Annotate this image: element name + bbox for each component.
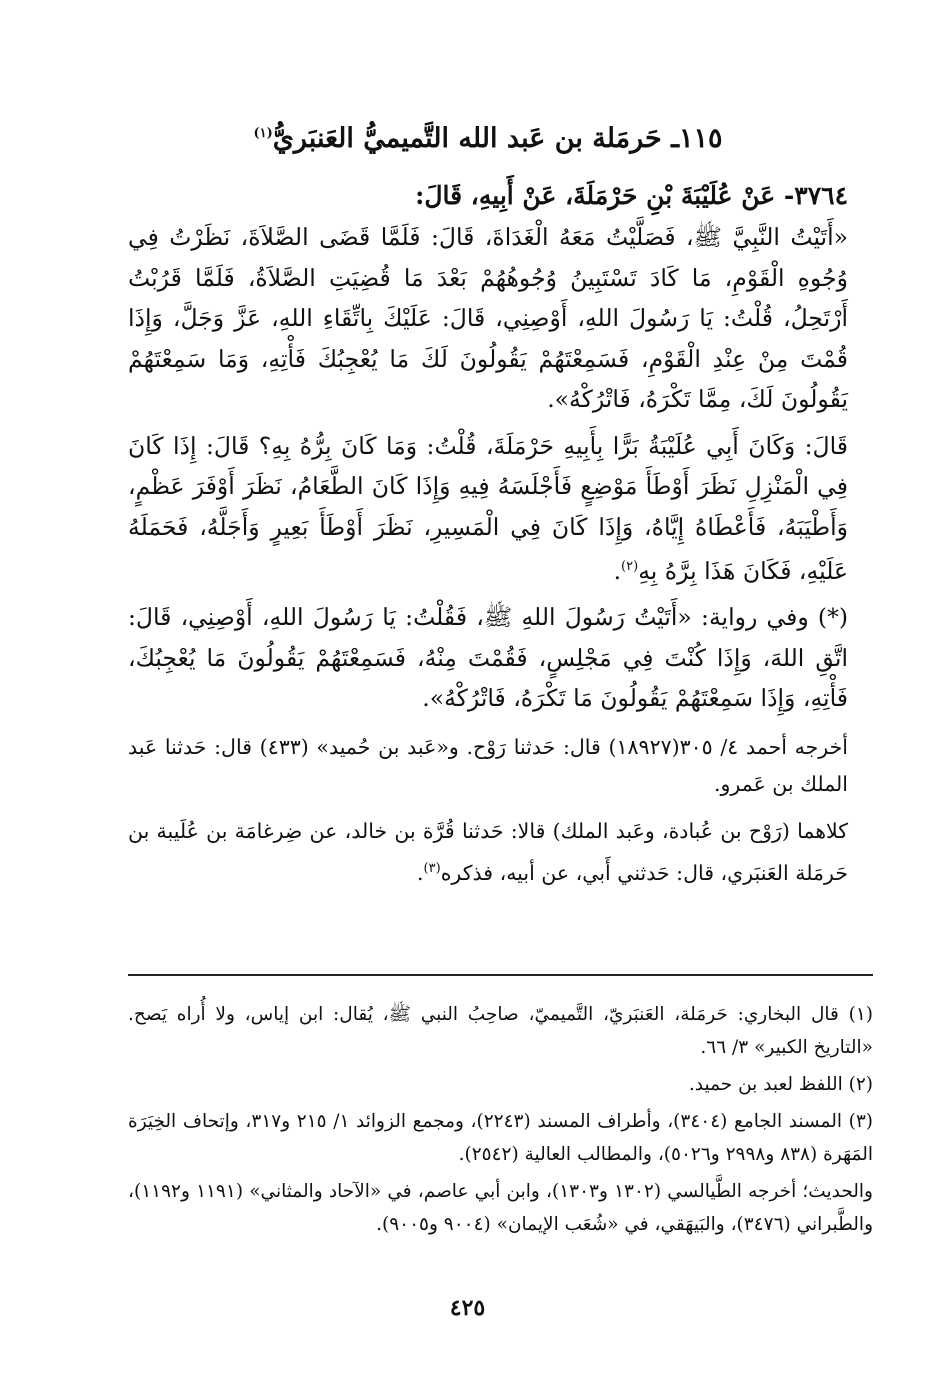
- takhrij-2-text: كلاهما (رَوْح بن عُبادة، وعَبد الملك) قالا: حَدثنا قُرَّة بن خالد، عن ضِرغامَة بن عُلَيبة بن حَرمَلة العَنبَري، قال: حَدثني أَبي، عن أبيه، فذكره: [128, 818, 848, 885]
- main-text: [128, 112, 848, 898]
- chapter-title-text: ١١٥ـ حَرمَلة بن عَبد الله التَّميميُّ العَنبَريُّ: [272, 123, 723, 154]
- footnote-ref-3: (٣): [423, 860, 441, 876]
- hadith-paragraph-2-text: قَالَ: وَكَانَ أَبِي عُلَيْبَةُ بَرًّا بِأَبِيهِ حَرْمَلَةَ، قُلْتُ: وَمَا كَانَ بِرُّهُ بِهِ؟ قَالَ: إِذَا كَانَ فِي الْمَنْزِلِ نَظَرَ أَوْطَأَ مَوْضِعٍ فَأَجْلَسَهُ فِيهِ وَإِذَا كَانَ الطَّعَامُ، نَظَرَ أَوْفَرَ عَظْمٍ، وَأَطْيَبَهُ، فَأَعْطَاهُ إِيَّاهُ، وَإِذَا كَانَ فِي الْمَسِيرِ، نَظَرَ أَوْطَأَ بَعِيرٍ وَأَجَلَّهُ، فَحَمَلَهُ عَلَيْهِ، فَكَانَ هَذَا بِرَّهُ بِهِ: [128, 431, 848, 585]
- footnote-divider: [128, 974, 873, 976]
- chapter-title-note: (١): [253, 126, 273, 141]
- hadith-number-line: ٣٧٦٤- عَنْ عُلَيْبَةَ بْنِ حَرْمَلَةَ، عَنْ أَبِيهِ، قَالَ:: [415, 181, 848, 210]
- takhrij-2: كلاهما (رَوْح بن عُبادة، وعَبد الملك) قالا: حَدثنا قُرَّة بن خالد، عن ضِرغامَة بن عُلَيبة بن حَرمَلة العَنبَري، قال: حَدثني أَبي، عن أبيه، فذكره$^{(٣)}$.: [128, 818, 848, 885]
- footnote-3-continued: والحديث؛ أخرجه الطَّيالسي (١٣٠٢ و١٣٠٣)، وابن أبي عاصم، في «الآحاد والمثاني» (١١٩١ و١١٩٢)، والطَّبراني (٣٤٧٦)، والبَيهَقي، في «شُعَب الإيمان» (٩٠٠٤ و٩٠٠٥).: [128, 1181, 873, 1235]
- footnote-ref-2: (٢): [621, 559, 639, 574]
- footnote-1: (١) قال البخاري: حَرمَلة، العَنبَريّ، التَّميميّ، صاحِبُ النبي ﷺ، يُقال: ابن إياس، ولا أُراه يَصح. «التاريخ الكبير» ٣/ ٦٦.: [128, 1004, 873, 1058]
- chapter-title: [128, 112, 848, 161]
- footnotes: [128, 998, 873, 1245]
- page-number: ٤٢٥: [449, 1295, 486, 1321]
- takhrij-1: أخرجه أحمد ٤/ ٣٠٥(١٨٩٢٧) قال: حَدثنا رَوْح. و«عَبد بن حُميد» (٤٣٣) قال: حَدثنا عَبد الملك بن عَمرو.: [128, 734, 848, 796]
- hadith-paragraph-2: قَالَ: وَكَانَ أَبِي عُلَيْبَةُ بَرًّا بِأَبِيهِ حَرْمَلَةَ، قُلْتُ: وَمَا كَانَ بِرُّهُ بِهِ؟ قَالَ: إِذَا كَانَ فِي الْمَنْزِلِ نَظَرَ أَوْطَأَ مَوْضِعٍ فَأَجْلَسَهُ فِيهِ وَإِذَا كَانَ الطَّعَامُ، نَظَرَ أَوْفَرَ عَظْمٍ، وَأَطْيَبَهُ، فَأَعْطَاهُ إِيَّاهُ، وَإِذَا كَانَ فِي الْمَسِيرِ، نَظَرَ أَوْطَأَ بَعِيرٍ وَأَجَلَّهُ، فَحَمَلَهُ عَلَيْهِ، فَكَانَ هَذَا بِرَّهُ بِهِ$^{(٢)}$.: [128, 431, 848, 585]
- footnote-2: (٢) اللفظ لعبد بن حميد.: [688, 1074, 873, 1095]
- hadith-text: «أَتَيْتُ النَّبِيَّ ﷺ، فَصَلَّيْتُ مَعَهُ الْغَدَاةَ، قَالَ: فَلَمَّا قَضَى الصَّلاَةَ، نَظَرْتُ فِي وُجُوهِ الْقَوْمِ، مَا كَادَ تَسْتَبِينُ وُجُوهُهُمْ بَعْدَ مَا قُضِيَتِ الصَّلاَةُ، فَلَمَّا قَرُبْتُ أَرْتَحِلُ، قُلْتُ: يَا رَسُولَ اللهِ، أَوْصِنِي، قَالَ: عَلَيْكَ بِاتِّقَاءِ اللهِ، عَزَّ وَجَلَّ، وَإِذَا قُمْتَ مِنْ عِنْدِ الْقَوْمِ، فَسَمِعْتَهُمْ يَقُولُونَ لَكَ مَا يُعْجِبُكَ فَأْتِهِ، وَمَا سَمِعْتَهُمْ يَقُولُونَ لَكَ، مِمَّا تَكْرَهُ، فَاتْرُكْهُ».: [128, 223, 848, 413]
- hadith-variant: (*) وفي رواية: «أَتَيْتُ رَسُولَ اللهِ ﷺ، فَقُلْتُ: يَا رَسُولَ اللهِ، أَوْصِنِي، قَالَ: اتَّقِ اللهَ، وَإِذَا كُنْتَ فِي مَجْلِسٍ، فَقُمْتَ مِنْهُ، فَسَمِعْتَهُمْ يَقُولُونَ مَا يُعْجِبُكَ، فَأْتِهِ، وَإِذَا سَمِعْتَهُمْ يَقُولُونَ مَا تَكْرَهُ، فَاتْرُكْهُ».: [128, 603, 848, 713]
- footnote-3: (٣) المسند الجامع (٣٤٠٤)، وأطراف المسند (٢٢٤٣)، ومجمع الزوائد ١/ ٢١٥ و٣١٧، وإتحاف الخِيَرَة المَهَرة (٨٣٨ و٢٩٩٨ و٥٠٢٦)، والمطالب العالية (٢٥٤٢).: [128, 1111, 873, 1165]
